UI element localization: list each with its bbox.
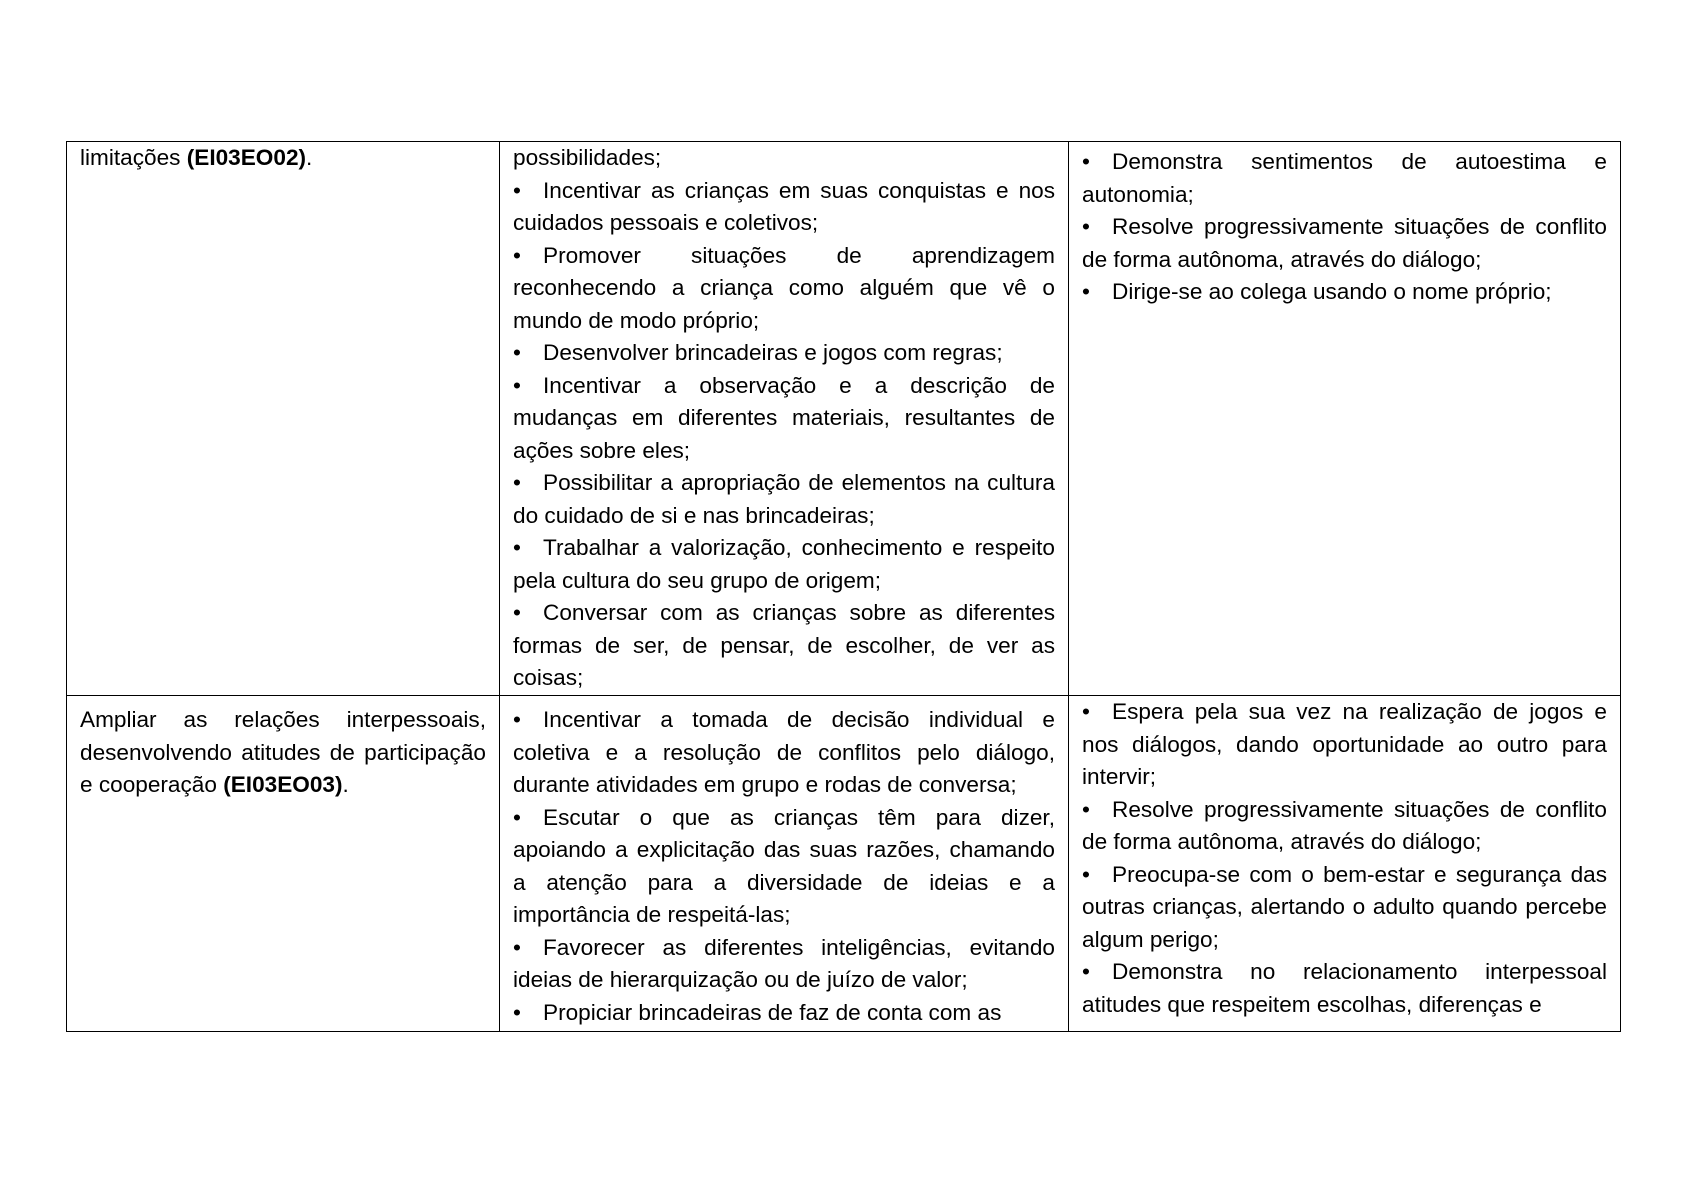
strategy-text: Conversar com as crianças sobre as diferentes formas de ser, de pensar, de escolher, de ver as coisas; xyxy=(513,600,1055,690)
list-item xyxy=(513,370,1055,468)
strategies-cell xyxy=(500,696,1069,1032)
bullet-icon: • xyxy=(513,470,521,495)
table-row xyxy=(67,142,1621,696)
objective-suffix: . xyxy=(342,772,349,797)
list-item xyxy=(513,997,1055,1030)
list-item xyxy=(1082,276,1607,309)
bullet-icon: • xyxy=(513,372,521,398)
indicator-text: Espera pela sua vez na realização de jogos e nos diálogos, dando oportunidade ao outro para intervir; xyxy=(1082,699,1607,789)
bullet-icon: • xyxy=(513,804,521,830)
strategy-text: Propiciar brincadeiras de faz de conta com as xyxy=(543,999,1002,1025)
indicator-text: Preocupa-se com o bem-estar e segurança das outras crianças, alertando o adulto quando percebe algum perigo; xyxy=(1082,861,1607,952)
list-item xyxy=(513,597,1055,695)
objective-text xyxy=(80,142,486,175)
list-item xyxy=(513,932,1055,997)
list-item xyxy=(513,532,1055,597)
indicators-cell xyxy=(1069,696,1621,1032)
bullet-icon: • xyxy=(1082,149,1090,174)
strategy-text: Desenvolver brincadeiras e jogos com regras; xyxy=(543,340,1003,365)
bullet-icon: • xyxy=(513,999,521,1025)
bullet-icon: • xyxy=(1082,699,1090,724)
strategy-text: Promover situações de aprendizagem reconhecendo a criança como alguém que vê o mundo de modo próprio; xyxy=(513,242,1055,333)
bullet-icon: • xyxy=(1082,959,1090,984)
table-row xyxy=(67,696,1621,1032)
list-item xyxy=(513,467,1055,532)
strategies-cell xyxy=(500,142,1069,696)
objective-suffix: . xyxy=(306,145,313,170)
indicator-text: Resolve progressivamente situações de conflito de forma autônoma, através do diálogo; xyxy=(1082,214,1607,272)
bullet-icon: • xyxy=(1082,796,1090,822)
list-item xyxy=(1082,956,1607,1021)
list-item xyxy=(1082,211,1607,276)
indicator-text: Resolve progressivamente situações de conflito de forma autônoma, através do diálogo; xyxy=(1082,796,1607,854)
bullet-icon: • xyxy=(1082,214,1090,239)
list-item xyxy=(1082,794,1607,859)
indicator-text: Dirige-se ao colega usando o nome próprio; xyxy=(1112,279,1552,304)
list-item xyxy=(1082,696,1607,794)
objective-body: limitações xyxy=(80,145,187,170)
list-item xyxy=(513,704,1055,802)
bullet-icon: • xyxy=(513,707,521,732)
objective-body: Ampliar as relações interpessoais, desenvolvendo atitudes de participação e cooperação xyxy=(80,707,486,797)
bullet-icon: • xyxy=(513,600,521,625)
strategy-text: Trabalhar a valorização, conhecimento e respeito pela cultura do seu grupo de origem; xyxy=(513,535,1055,593)
strategy-text: Incentivar a tomada de decisão individual e coletiva e a resolução de conflitos pelo diálogo, durante atividades em grupo e rodas de conversa; xyxy=(513,707,1055,797)
strategy-text: Escutar o que as crianças têm para dizer, apoiando a explicitação das suas razões, chamando a atenção para a diversidade de ideias e a importância de respeitá-las; xyxy=(513,804,1055,927)
list-item xyxy=(513,240,1055,338)
bullet-icon: • xyxy=(1082,861,1090,887)
strategy-text: Favorecer as diferentes inteligências, evitando ideias de hierarquização ou de juízo de valor; xyxy=(513,934,1055,992)
list-item xyxy=(513,337,1055,370)
list-item xyxy=(513,802,1055,932)
objective-code: (EI03EO03) xyxy=(223,772,343,797)
bullet-icon: • xyxy=(513,934,521,960)
curriculum-table xyxy=(66,141,1621,1032)
list-item xyxy=(1082,859,1607,957)
list-item xyxy=(1082,146,1607,211)
bullet-icon: • xyxy=(513,177,521,203)
objective-cell xyxy=(67,696,500,1032)
strategy-text: Incentivar as crianças em suas conquistas e nos cuidados pessoais e coletivos; xyxy=(513,177,1055,235)
bullet-icon: • xyxy=(1082,279,1090,304)
strategy-text: Incentivar a observação e a descrição de mudanças em diferentes materiais, resultantes de ações sobre eles; xyxy=(513,372,1055,463)
objective-code: (EI03EO02) xyxy=(186,145,307,170)
indicator-text: Demonstra sentimentos de autoestima e autonomia; xyxy=(1082,149,1607,207)
bullet-icon: • xyxy=(513,535,521,560)
strategy-continuation: possibilidades; xyxy=(513,145,662,170)
bullet-icon: • xyxy=(513,340,521,365)
objective-text xyxy=(80,704,486,802)
indicators-cell xyxy=(1069,142,1621,696)
objective-cell xyxy=(67,142,500,696)
bullet-icon: • xyxy=(513,242,521,268)
indicator-text: Demonstra no relacionamento interpessoal atitudes que respeitem escolhas, diferenças e xyxy=(1082,959,1607,1017)
strategy-text: Possibilitar a apropriação de elementos na cultura do cuidado de si e nas brincadeiras; xyxy=(513,470,1055,528)
list-item xyxy=(513,175,1055,240)
